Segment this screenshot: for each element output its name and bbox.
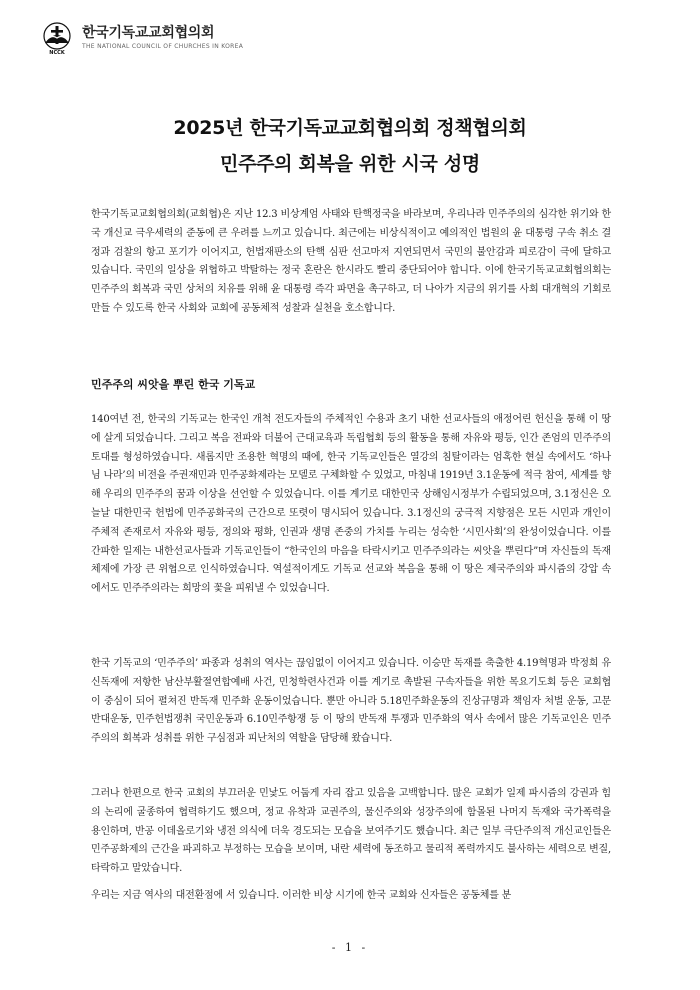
body-paragraph-1: 140여년 전, 한국의 기독교는 한국인 개척 전도자들의 주체적인 수용과 초기 내한 선교사들의 애정어린 헌신을 통해 이 땅에 살게 되었습니다. 그리고 복음 전파와 더불어 근대교육과 독립협회 등의 활동을 통해 자유와 평등, 인간 존엄의 민주주의 토대를 형성하였습니다. 새롭지만 조용한 혁명의 때에, 한국 기독교인들은 열강의 침탈이라는 엄혹한 현실 속에서도 ‘하나님 나라’의 비전을 주권재민과 민주공화제라는 모델로 구체화할 수 있었고, 마침내 1919년 3.1운동에 적극 참여, 세계를 향해 우리의 민주주의 꿈과 이상을 선언할 수 있었습니다. 이를 계기로 대한민국 상해임시정부가 수립되었으며, 3.1정신은 오늘날 대한민국 헌법에 민주공화국의 근간으로 또렷이 명시되어 있습니다. 3.1정신의 궁극적 지향점은 모든 시민과 개인이 주체적 존재로서 자유와 평등, 정의와 평화, 인권과 생명 존중의 가치를 누리는 성숙한 ‘시민사회’의 완성이었습니다. 이를 간파한 일제는 내한선교사들과 기독교인들이 “한국인의 마음을 타락시키고 민주주의라는 씨앗을 뿌린다”며 자신들의 독재체제에 가장 큰 위협으로 인식하였습니다. 역설적이게도 기독교 선교와 복음을 통해 이 땅은 제국주의와 파시즘의 강압 속에서도 민주주의라는 희망의 꽃을 피워낼 수 있었습니다. <box>91 414 611 595</box>
body-paragraph-4: 우리는 지금 역사의 대전환점에 서 있습니다. 이러한 비상 시기에 한국 교회와 신자들은 공동체를 분 <box>91 890 512 901</box>
org-name-block <box>82 25 243 51</box>
org-name-english: THE NATIONAL COUNCIL OF CHURCHES IN KOREA <box>82 43 244 50</box>
intro-paragraph: 한국기독교교회협의회(교회협)은 지난 12.3 비상계엄 사태와 탄핵정국을 바라보며, 우리나라 민주주의의 심각한 위기와 한국 개신교 극우세력의 준동에 큰 우려를 느끼고 있습니다. 최근에는 비상식적이고 예의적인 법원의 윤 대통령 구속 취소 결정과 검찰의 항고 포기가 이어지고, 헌법재판소의 탄핵 심판 선고마저 지연되면서 국민의 불안감과 피로감이 극에 달하고 있습니다. 국민의 일상을 위협하고 박탈하는 정국 혼란은 한시라도 빨리 중단되어야 합니다. 이에 한국기독교교회협의회는 민주주의 회복과 국민 상처의 치유를 위해 윤 대통령 즉각 파면을 촉구하고, 더 나아가 지금의 위기를 사회 대개혁의 기회로 만들 수 있도록 한국 사회와 교회에 공동체적 성찰과 실천을 호소합니다. <box>91 209 611 314</box>
letterhead <box>40 18 243 58</box>
body-paragraph-3: 그러나 한편으로 한국 교회의 부끄러운 민낯도 어둡게 자리 잡고 있음을 고백합니다. 많은 교회가 일제 파시즘의 강권과 힘의 논리에 굴종하여 협력하기도 했으며, 정교 유착과 교권주의, 물신주의와 성장주의에 함몰된 나머지 독재와 국가폭력을 용인하며, 반공 이데올로기와 냉전 의식에 더욱 경도되는 모습을 보여주기도 했습니다. 최근 일부 극단주의적 개신교인들은 민주공화제의 근간을 파괴하고 부정하는 모습을 보이며, 내란 세력에 동조하고 물리적 폭력까지도 불사하는 세력으로 변질, 타락하고 말았습니다. <box>91 788 611 875</box>
page-number: - 1 - <box>331 941 369 954</box>
body-paragraph-2: 한국 기독교의 ‘민주주의’ 파종과 성취의 역사는 끊임없이 이어지고 있습니다. 이승만 독재를 축출한 4.19혁명과 박정희 유신독재에 저항한 남산부활절연합예배 사건, 민청학련사건과 이를 계기로 촉발된 구속자들을 위한 목요기도회 등은 교회협이 중심이 되어 펼쳐진 반독재 민주화 운동이었습니다. 뿐만 아니라 5.18민주화운동의 진상규명과 책임자 처벌 운동, 고문반대운동, 민주헌법쟁취 국민운동과 6.10민주항쟁 등 이 땅의 반독재 투쟁과 민주화의 역사 속에서 많은 기독교인은 민주주의의 회복과 성취를 위한 구심점과 피난처의 역할을 담당해 왔습니다. <box>91 658 611 745</box>
section-heading: 민주주의 씨앗을 뿌린 한국 기독교 <box>91 378 256 391</box>
document-title-line2: 민주주의 회복을 위한 시국 성명 <box>220 153 480 175</box>
ncck-logo-icon <box>40 21 74 55</box>
logo-text: NCCK <box>49 50 65 55</box>
org-name-korean: 한국기독교교회협의회 <box>82 25 215 41</box>
document-title-line1: 2025년 한국기독교교회협의회 정책협의회 <box>173 117 527 139</box>
